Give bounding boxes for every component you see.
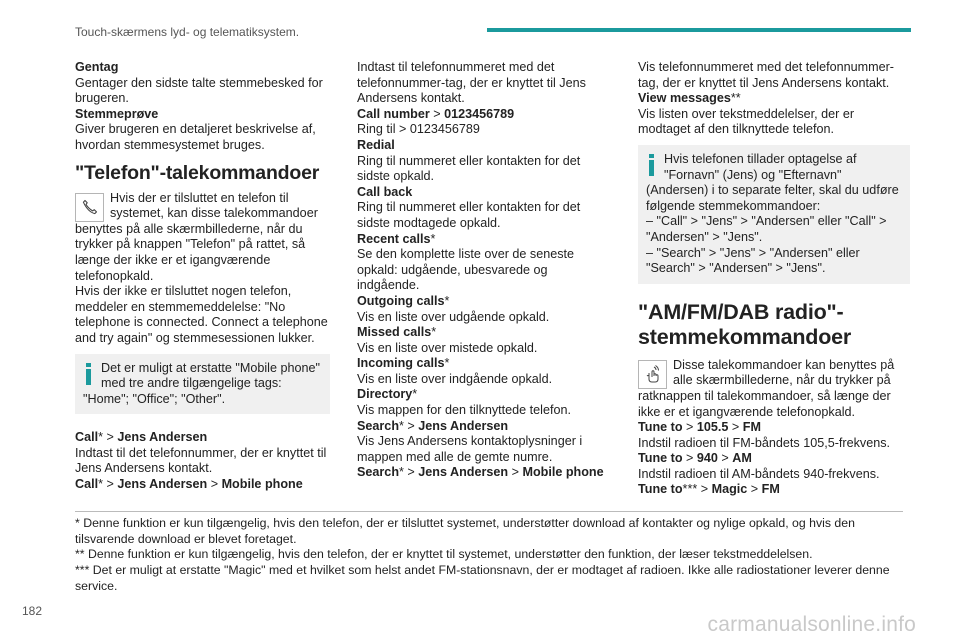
- call-jens-text: Indtast til det telefonnummer, der er knyttet til Jens Andersens kontakt.: [75, 445, 327, 476]
- stemmeprove-text: Giver brugeren en detaljeret beskrivelse af, hvordan stemmesystemet bruges.: [75, 122, 316, 152]
- page-header-title: Touch-skærmens lyd- og telematiksystem.: [75, 25, 300, 39]
- column-3: [638, 60, 910, 498]
- incoming-calls-text: Vis en liste over indgående opkald.: [357, 371, 553, 386]
- footnote-3: *** Det er muligt at erstatte "Magic" med et hvilket som helst andet FM-stationsnavn, der er modtaget af radioen. Ikke alle radiostationer leverer denne service.: [75, 563, 890, 593]
- tune-fm-text: Indstil radioen til FM-båndets 105,5-frekvens.: [638, 435, 890, 450]
- outgoing-calls-text: Vis en liste over udgående opkald.: [357, 309, 550, 324]
- header-accent-bar: [487, 28, 911, 32]
- search-mobile-text: Vis telefonnummeret med det telefonnummer-tag, der er knyttet til Jens Andersens kontakt.: [638, 60, 894, 90]
- call-jens-mobile-command: Call* > Jens Andersen > Mobile phone: [75, 477, 303, 492]
- column-2: [357, 60, 612, 481]
- info-icon: [647, 154, 658, 181]
- footnote-2: ** Denne funktion er kun tilgængelig, hvis den telefon, der er knyttet til systemet, understøtter den funktion, der læser tekstmeddelelsen.: [75, 547, 813, 562]
- page-number: 182: [22, 604, 43, 618]
- watermark: carmanualsonline.info: [707, 613, 916, 636]
- callback-title: Call back: [357, 184, 413, 199]
- info-names-search: – "Search" > "Jens" > "Andersen" eller "Search" > "Andersen" > "Jens".: [646, 245, 860, 276]
- stemmeprove-title: Stemmeprøve: [75, 106, 159, 121]
- missed-calls-text: Vis en liste over mistede opkald.: [357, 340, 538, 355]
- call-number-command: Call number > 0123456789: [357, 106, 515, 121]
- info-names-call: – "Call" > "Jens" > "Andersen" eller "Call" > "Andersen" > "Jens".: [646, 214, 887, 244]
- radio-intro: Disse talekommandoer kan benyttes på alle skærmbillederne, når du trykker på ratknappen til talekommandoer, så længe der ikke er et igangværende telefonopkald.: [638, 357, 895, 419]
- search-jens-mobile-command: Search* > Jens Andersen > Mobile phone: [357, 465, 604, 480]
- view-messages-text: Vis listen over tekstmeddelelser, der er modtaget af den tilknyttede telefon.: [638, 106, 855, 137]
- column-1: [75, 60, 330, 493]
- search-jens-text: Vis Jens Andersens kontaktoplysninger i mappen med alle de gemte numre.: [357, 434, 583, 464]
- callback-text: Ring til nummeret eller kontakten for det sidste modtagede opkald.: [357, 200, 581, 230]
- no-phone-text: Hvis der ikke er tilsluttet nogen telefon, meddeler en stemmemeddelelse: "No telephone is connected. Connect a telephone and try again" og stemmesessionen lukker.: [75, 284, 328, 345]
- footnote-1: * Denne funktion er kun tilgængelig, hvis den telefon, der er tilsluttet systemet, understøtter download af kontakter og nylige opkald, og hvis den tilsvarende download er blevet foretaget.: [75, 516, 855, 546]
- info-box-tags: [75, 354, 330, 415]
- footnotes: [75, 516, 905, 595]
- directory-title: Directory*: [357, 387, 418, 402]
- tune-magic-command: Tune to*** > Magic > FM: [638, 482, 780, 497]
- telefon-intro: Hvis der er tilsluttet en telefon til systemet, kan disse talekommandoer benyttes på alle skærmbillederne, når du trykker på knappen "Telefon" på rattet, så længe der ikke er et igangværende telefonopkald.: [75, 190, 318, 283]
- steering-wheel-voice-button-icon: [638, 360, 667, 389]
- tune-am-text: Indstil radioen til AM-båndets 940-frekvens.: [638, 466, 880, 481]
- info-tags-text: Det er muligt at erstatte "Mobile phone" med tre andre tilgængelige tags: "Home"; "Office"; "Other".: [83, 360, 320, 406]
- section-heading-telefon: "Telefon"-talekommandoer: [75, 161, 320, 184]
- recent-calls-text: Se den komplette liste over de seneste opkald: udgående, ubesvarede og indgående.: [357, 247, 575, 293]
- tune-am-command: Tune to > 940 > AM: [638, 451, 752, 466]
- section-heading-radio: "AM/FM/DAB radio"-stemmekommandoer: [638, 299, 852, 349]
- call-mobile-text: Indtast til telefonnummeret med det telefonnummer-tag, der er knyttet til Jens Andersens kontakt.: [357, 60, 586, 106]
- view-messages-title: View messages**: [638, 91, 741, 106]
- redial-text: Ring til nummeret eller kontakten for det sidste opkald.: [357, 153, 581, 184]
- footnote-divider: [75, 511, 903, 512]
- outgoing-calls-title: Outgoing calls*: [357, 293, 450, 308]
- info-icon: [84, 363, 95, 390]
- recent-calls-title: Recent calls*: [357, 231, 436, 246]
- directory-text: Vis mappen for den tilknyttede telefon.: [357, 403, 571, 418]
- info-box-names: [638, 145, 910, 284]
- missed-calls-title: Missed calls*: [357, 325, 437, 340]
- phone-handset-icon: [75, 193, 104, 222]
- call-jens-command: Call* > Jens Andersen: [75, 430, 208, 445]
- gentag-title: Gentag: [75, 60, 119, 74]
- tune-fm-command: Tune to > 105.5 > FM: [638, 420, 761, 435]
- search-jens-command: Search* > Jens Andersen: [357, 418, 509, 433]
- call-number-text: Ring til > 0123456789: [357, 122, 480, 137]
- gentag-text: Gentager den sidste talte stemmebesked for brugeren.: [75, 75, 323, 106]
- redial-title: Redial: [357, 137, 395, 152]
- incoming-calls-title: Incoming calls*: [357, 356, 450, 371]
- info-names-text: Hvis telefonen tillader optagelse af "Fornavn" (Jens) og "Efternavn" (Andersen) i to separate felter, skal du udføre følgende stemmekommandoer:: [646, 151, 899, 213]
